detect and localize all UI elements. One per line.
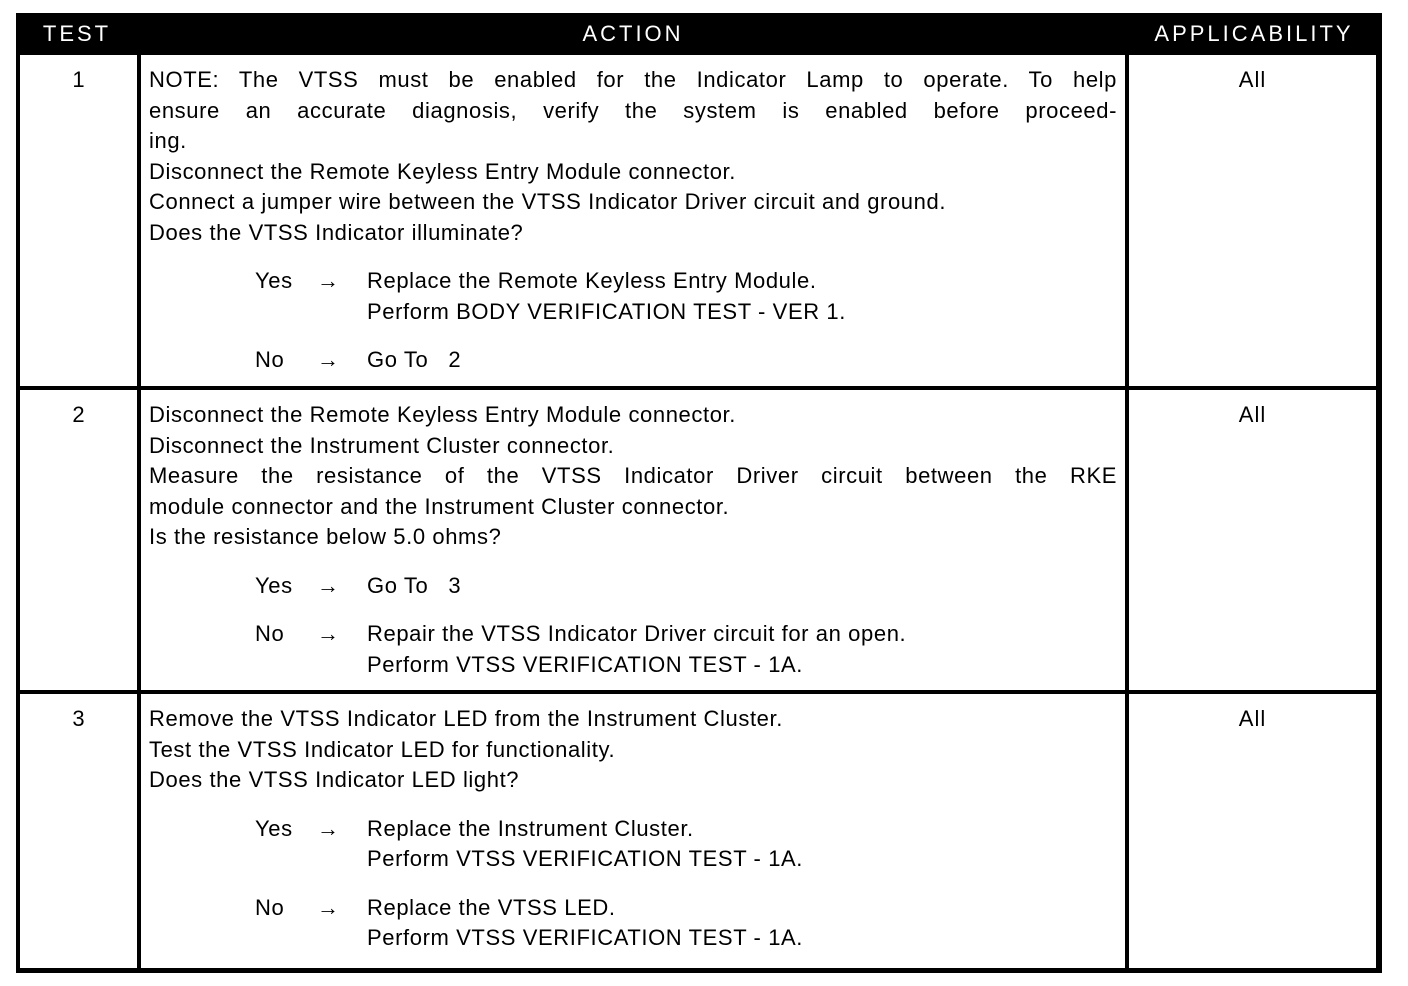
action-line: Disconnect the Instrument Cluster connector. xyxy=(149,432,615,458)
applicability-cell: All xyxy=(1129,694,1376,968)
action-line: Is the resistance below 5.0 ohms? xyxy=(149,524,502,549)
arrow-right-icon: → xyxy=(317,268,340,293)
action-line: Does the VTSS Indicator illuminate? xyxy=(149,219,524,245)
action-line: Disconnect the Remote Keyless Entry Module connector. xyxy=(149,158,736,184)
header-action: ACTION xyxy=(582,21,684,46)
applicability-cell: All xyxy=(1129,55,1376,386)
response-line: Perform VTSS VERIFICATION TEST - 1A. xyxy=(367,846,804,871)
arrow-right-icon: → xyxy=(317,572,340,598)
test-number: 2 xyxy=(20,390,137,690)
test-number: 1 xyxy=(20,55,137,386)
yes-label: Yes xyxy=(255,815,293,841)
arrow-right-icon: → xyxy=(317,347,340,372)
action-line: ing. xyxy=(149,128,187,153)
action-line: NOTE: The VTSS must be enabled for the Indicator Lamp to operate. To help xyxy=(149,67,1117,92)
response-line: Replace the Instrument Cluster. xyxy=(367,815,694,841)
header-test: TEST xyxy=(42,21,112,46)
table-header xyxy=(16,13,1382,55)
applicability-cell: All xyxy=(1129,390,1376,690)
yes-response xyxy=(255,571,1117,602)
test-number: 3 xyxy=(20,694,137,968)
response-line: Perform VTSS VERIFICATION TEST - 1A. xyxy=(367,925,804,950)
action-cell xyxy=(141,55,1125,386)
diagnostic-table xyxy=(16,13,1382,973)
action-line: ensure an accurate diagnosis, verify the system is enabled before proceed- xyxy=(149,97,1117,123)
no-label: No xyxy=(255,347,285,372)
response-line: Replace the Remote Keyless Entry Module. xyxy=(367,268,817,293)
response-line: Replace the VTSS LED. xyxy=(367,894,616,920)
no-label: No xyxy=(255,894,285,920)
action-line: Measure the resistance of the VTSS Indicator Driver circuit between the RKE xyxy=(149,463,1117,488)
yes-label: Yes xyxy=(255,572,293,598)
action-cell xyxy=(141,694,1125,968)
response-line: Perform BODY VERIFICATION TEST - VER 1. xyxy=(367,298,846,324)
action-line: Does the VTSS Indicator LED light? xyxy=(149,767,520,792)
response-line: Go To 3 xyxy=(367,572,462,598)
yes-label: Yes xyxy=(255,268,293,293)
action-line: Test the VTSS Indicator LED for functionality. xyxy=(149,736,616,762)
response-line: Repair the VTSS Indicator Driver circuit for an open. xyxy=(367,621,907,646)
no-response xyxy=(255,345,1117,376)
action-line: Remove the VTSS Indicator LED from the Instrument Cluster. xyxy=(149,706,783,731)
action-line: Connect a jumper wire between the VTSS Indicator Driver circuit and ground. xyxy=(149,189,947,214)
action-cell xyxy=(141,390,1125,690)
header-applicability: APPLICABILITY xyxy=(1154,21,1354,46)
no-response xyxy=(255,619,1117,680)
response-line: Perform VTSS VERIFICATION TEST - 1A. xyxy=(367,651,804,677)
arrow-right-icon: → xyxy=(317,815,340,841)
action-line: module connector and the Instrument Cluster connector. xyxy=(149,493,730,519)
response-line: Go To 2 xyxy=(367,347,462,372)
arrow-right-icon: → xyxy=(317,621,340,646)
action-line: Disconnect the Remote Keyless Entry Module connector. xyxy=(149,402,736,427)
no-response xyxy=(255,893,1117,954)
yes-response xyxy=(255,266,1117,327)
no-label: No xyxy=(255,621,285,646)
yes-response xyxy=(255,814,1117,875)
arrow-right-icon: → xyxy=(317,894,340,920)
